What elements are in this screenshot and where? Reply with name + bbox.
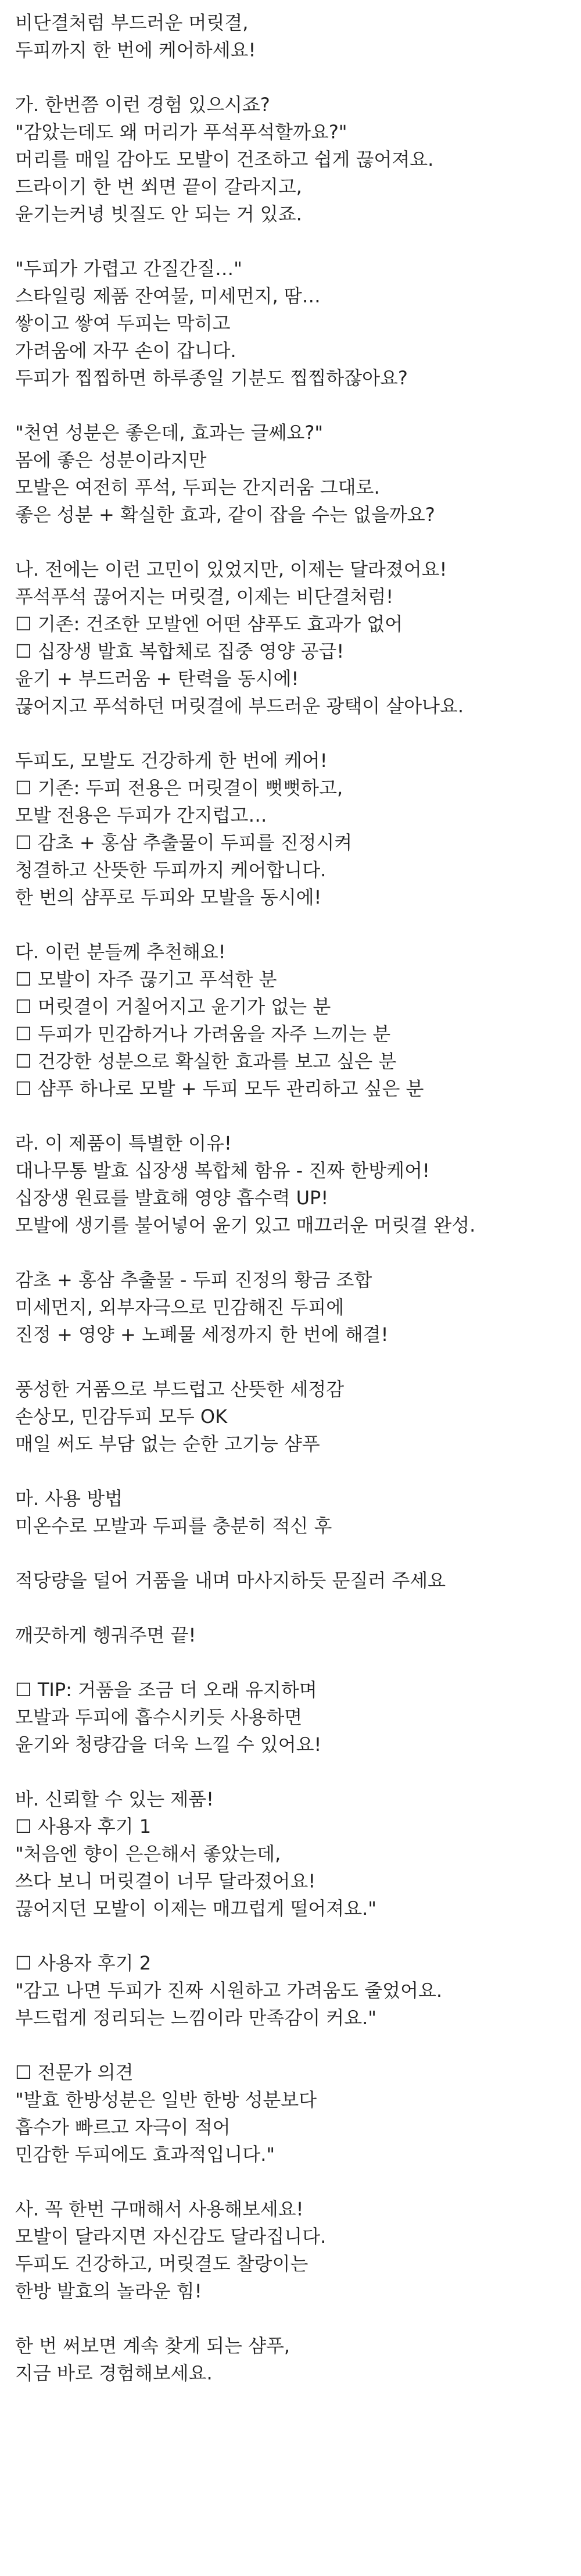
text-line: 사. 꼭 한번 구매해서 사용해보세요! [15,2198,304,2220]
text-line: 좋은 성분 + 확실한 효과, 같이 잡을 수는 없을까요? [15,504,435,526]
text-paragraph [15,2332,566,2387]
text-paragraph [15,2059,566,2168]
text-line: ☐ 전문가 의견 [15,2061,134,2083]
text-line: 쌓이고 쌓여 두피는 막히고 [15,312,231,334]
text-line: 모발과 두피에 흡수시키듯 사용하면 [15,1706,303,1728]
text-line: ☐ 건강한 성분으로 확실한 효과를 보고 싶은 분 [15,1050,397,1072]
text-line: ☐ 두피가 민감하거나 가려움을 자주 느끼는 분 [15,1023,391,1045]
text-line: 깨끗하게 헹궈주면 끝! [15,1624,196,1646]
text-paragraph [15,1786,566,1922]
text-line: 비단결처럼 부드러운 머릿결, [15,12,249,34]
text-line: 스타일링 제품 잔여물, 미세먼지, 땀… [15,285,321,307]
text-line: 머리를 매일 감아도 모발이 건조하고 쉽게 끊어져요. [15,148,434,170]
text-paragraph [15,939,566,1103]
text-line: 미온수로 모발과 두피를 충분히 적신 후 [15,1515,332,1537]
text-line: 두피도, 모발도 건강하게 한 번에 케어! [15,750,328,772]
text-line: 몸에 좋은 성분이라지만 [15,449,207,471]
text-line: 두피까지 한 번에 케어하세요! [15,39,256,61]
text-paragraph [15,1950,566,2032]
text-line: 끊어지고 푸석하던 머릿결에 부드러운 광택이 살아나요. [15,695,464,717]
text-line: 모발 전용은 두피가 간지럽고… [15,804,267,826]
text-line: "발효 한방성분은 일반 한방 성분보다 [15,2089,317,2111]
text-line: 십장생 원료를 발효해 영양 흡수력 UP! [15,1187,329,1209]
text-line: "감았는데도 왜 머리가 푸석푸석할까요?" [15,121,347,143]
text-paragraph [15,1622,566,1649]
text-line: 모발은 여전히 푸석, 두피는 간지러움 그대로. [15,476,380,498]
text-line: "처음엔 향이 은은해서 좋았는데, [15,1843,281,1865]
text-line: 드라이기 한 번 쐬면 끝이 갈라지고, [15,176,302,198]
text-paragraph [15,419,566,529]
text-line: 가. 한번쯤 이런 경험 있으시죠? [15,94,270,116]
text-line: 두피가 찝찝하면 하루종일 기분도 찝찝하잖아요? [15,367,408,389]
text-line: "감고 나면 두피가 진짜 시원하고 가려움도 줄었어요. [15,1979,443,2001]
text-line: 청결하고 산뜻한 두피까지 케어합니다. [15,859,327,881]
text-line: 한 번 써보면 계속 찾게 되는 샴푸, [15,2335,290,2357]
text-line: 윤기 + 부드러움 + 탄력을 동시에! [15,668,299,690]
text-paragraph [15,255,566,392]
text-line: 쓰다 보니 머릿결이 너무 달라졌어요! [15,1870,316,1892]
text-paragraph [15,747,566,911]
text-line: 모발이 달라지면 자신감도 달라집니다. [15,2225,327,2247]
text-line: 바. 신뢰할 수 있는 제품! [15,1788,214,1810]
text-paragraph [15,2196,566,2305]
text-line: 두피도 건강하고, 머릿결도 찰랑이는 [15,2253,309,2275]
text-line: 매일 써도 부담 없는 순한 고기능 샴푸 [15,1433,320,1455]
text-line: 진정 + 영양 + 노폐물 세정까지 한 번에 해결! [15,1323,389,1346]
text-line: ☐ 십장생 발효 복합체로 집중 영양 공급! [15,640,345,662]
text-line: 끊어지던 모발이 이제는 매끄럽게 떨어져요." [15,1897,376,1919]
text-line: 윤기는커녕 빗질도 안 되는 거 있죠. [15,203,302,225]
text-line: 윤기와 청량감을 더욱 느낄 수 있어요! [15,1733,322,1756]
text-line: "천연 성분은 좋은데, 효과는 글쎄요?" [15,422,324,444]
text-line: 마. 사용 방법 [15,1487,123,1510]
text-paragraph [15,1130,566,1239]
text-line: ☐ 머릿결이 거칠어지고 윤기가 없는 분 [15,996,331,1018]
text-line: ☐ 기존: 두피 전용은 머릿결이 뻣뻣하고, [15,777,343,799]
text-line: 적당량을 덜어 거품을 내며 마사지하듯 문질러 주세요 [15,1569,446,1592]
text-paragraph [15,1485,566,1540]
text-line: ☐ 샴푸 하나로 모발 + 두피 모두 관리하고 싶은 분 [15,1078,424,1100]
text-line: ☐ TIP: 거품을 조금 더 오래 유지하며 [15,1679,317,1701]
text-paragraph [15,1266,566,1348]
text-line: 지금 바로 경험해보세요. [15,2362,213,2384]
text-line: ☐ 기존: 건조한 모발엔 어떤 샴푸도 효과가 없어 [15,613,403,635]
text-line: 손상모, 민감두피 모두 OK [15,1405,228,1428]
text-line: 가려움에 자꾸 손이 갑니다. [15,340,236,362]
text-line: 민감한 두피에도 효과적입니다." [15,2143,275,2165]
text-paragraph [15,1376,566,1458]
text-paragraph [15,9,566,64]
text-paragraph [15,91,566,228]
text-line: ☐ 감초 + 홍삼 추출물이 두피를 진정시켜 [15,832,353,854]
text-line: 라. 이 제품이 특별한 이유! [15,1132,232,1154]
text-line: ☐ 사용자 후기 2 [15,1952,152,1974]
text-line: 풍성한 거품으로 부드럽고 산뜻한 세정감 [15,1378,345,1400]
text-line: 푸석푸석 끊어지는 머릿결, 이제는 비단결처럼! [15,586,394,608]
text-line: 나. 전에는 이런 고민이 있었지만, 이제는 달라졌어요! [15,558,447,580]
text-paragraph [15,1567,566,1594]
text-line: 한방 발효의 놀라운 힘! [15,2280,202,2302]
text-line: 흡수가 빠르고 자극이 적어 [15,2116,231,2138]
text-line: ☐ 모발이 자주 끊기고 푸석한 분 [15,968,277,990]
text-line: "두피가 가렵고 간질간질…" [15,258,242,280]
text-line: ☐ 사용자 후기 1 [15,1815,152,1838]
text-paragraph [15,1676,566,1758]
text-line: 감초 + 홍삼 추출물 - 두피 진정의 황금 조합 [15,1269,372,1291]
text-line: 대나무통 발효 십장생 복합체 함유 - 진짜 한방케어! [15,1159,430,1182]
text-paragraph [15,556,566,720]
text-line: 한 번의 샴푸로 두피와 모발을 동시에! [15,886,322,908]
text-line: 부드럽게 정리되는 느낌이라 만족감이 커요." [15,2007,376,2029]
text-line: 다. 이런 분들께 추천해요! [15,941,226,963]
text-line: 미세먼지, 외부자극으로 민감해진 두피에 [15,1296,345,1318]
text-line: 모발에 생기를 불어넣어 윤기 있고 매끄러운 머릿결 완성. [15,1214,476,1236]
